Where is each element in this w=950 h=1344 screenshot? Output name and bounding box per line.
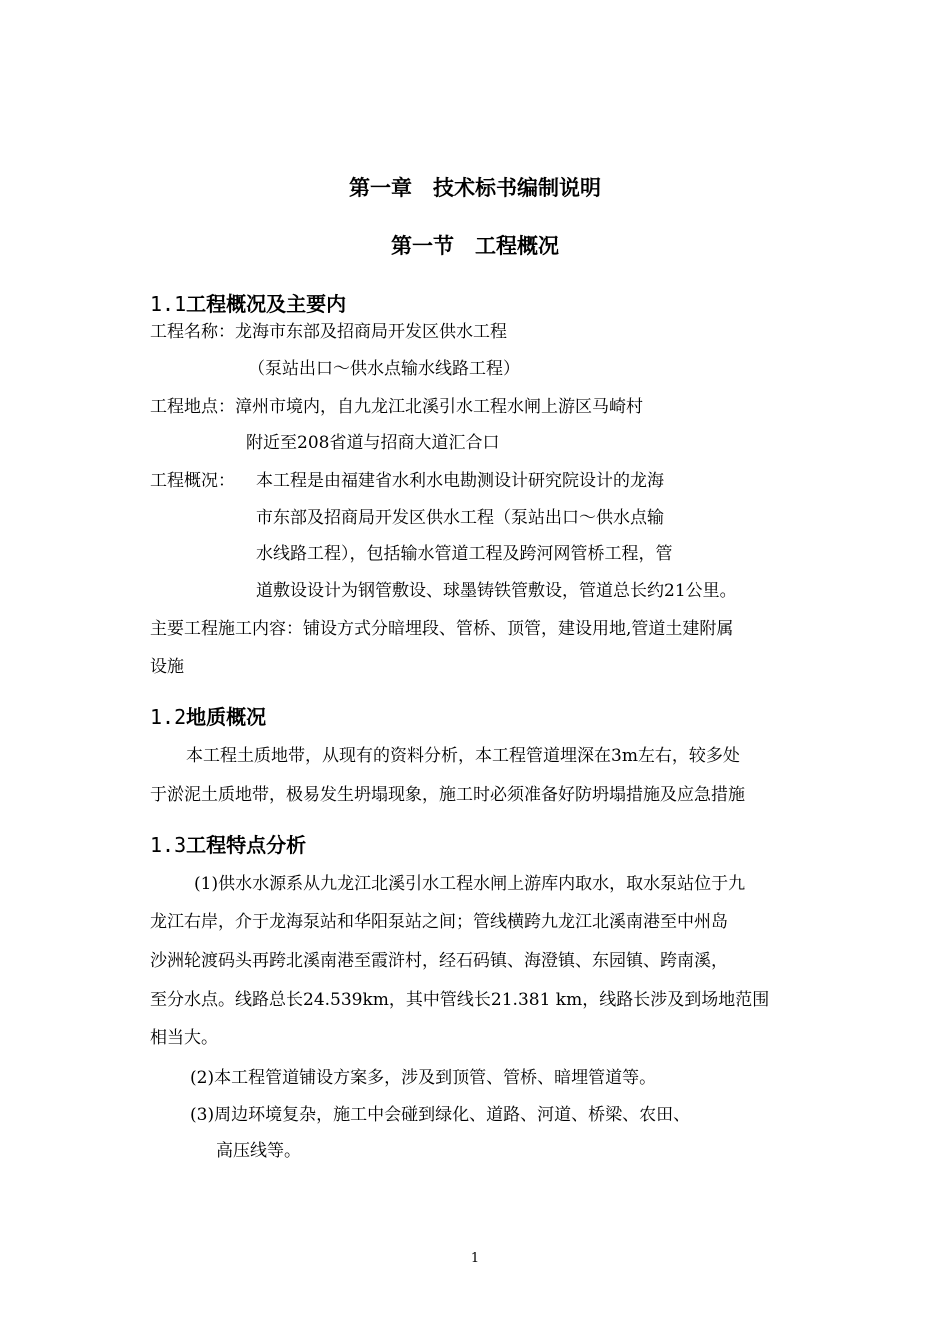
overview-line: 水线路工程），包括输水管道工程及跨河网管桥工程，管 [256,544,673,564]
overview-line: 本工程是由福建省水利水电勘测设计研究院设计的龙海 [256,471,664,491]
geology-line: 本工程土质地带，从现有的资料分析，本工程管道埋深在3m左右，较多处 [186,746,740,766]
overview-line: 道敷设设计为钢管敷设、球墨铸铁管敷设，管道总长约21公里。 [256,581,737,601]
overview-line: 市东部及招商局开发区供水工程（泵站出口～供水点输 [256,508,664,528]
chapter-title: 第一章 技术标书编制说明 [349,176,601,200]
feature-1-line: 至分水点。线路总长24.539km，其中管线长21.381 km，线路长涉及到场地范围 [150,990,770,1010]
project-location: 工程地点：漳州市境内，自九龙江北溪引水工程水闸上游区马崎村 [150,397,643,417]
feature-1-line: 龙江右岸，介于龙海泵站和华阳泵站之间；管线横跨九龙江北溪南港至中州岛 [150,912,728,932]
feature-1-line: (1)供水水源系从九龙江北溪引水工程水闸上游库内取水，取水泵站位于九 [194,874,746,894]
project-name-cont: （泵站出口～供水点输水线路工程） [248,359,520,379]
main-content-line: 设施 [150,657,184,677]
heading-text: 工程特点分析 [186,833,307,857]
heading-1-1 [150,290,346,318]
heading-1-3 [150,831,306,859]
heading-text: 地质概况 [186,705,267,729]
feature-3-cont: 高压线等。 [216,1141,301,1161]
project-name: 工程名称：龙海市东部及招商局开发区供水工程 [150,322,507,342]
feature-3: (3)周边环境复杂，施工中会碰到绿化、道路、河道、桥梁、农田、 [190,1105,691,1125]
project-location-cont: 附近至208省道与招商大道汇合口 [246,433,500,453]
section-title: 第一节 工程概况 [391,234,559,258]
heading-number: 1.3 [150,833,187,857]
main-content-line: 主要工程施工内容：铺设方式分暗埋段、管桥、顶管，建设用地,管道土建附属 [150,619,734,639]
heading-number: 1.2 [150,705,187,729]
feature-1-line: 沙洲轮渡码头再跨北溪南港至霞浒村，经石码镇、海澄镇、东园镇、跨南溪， [150,951,728,971]
geology-line: 于淤泥土质地带，极易发生坍塌现象，施工时必须准备好防坍塌措施及应急措施 [150,785,745,805]
feature-1-line: 相当大。 [150,1028,218,1048]
heading-number: 1.1 [150,292,187,316]
overview-label: 工程概况： [150,471,235,491]
feature-2: (2)本工程管道铺设方案多，涉及到顶管、管桥、暗埋管道等。 [190,1068,657,1088]
heading-text: 工程概况及主要内 [186,292,347,316]
heading-1-2 [150,703,266,731]
page-number: 1 [470,1251,480,1266]
